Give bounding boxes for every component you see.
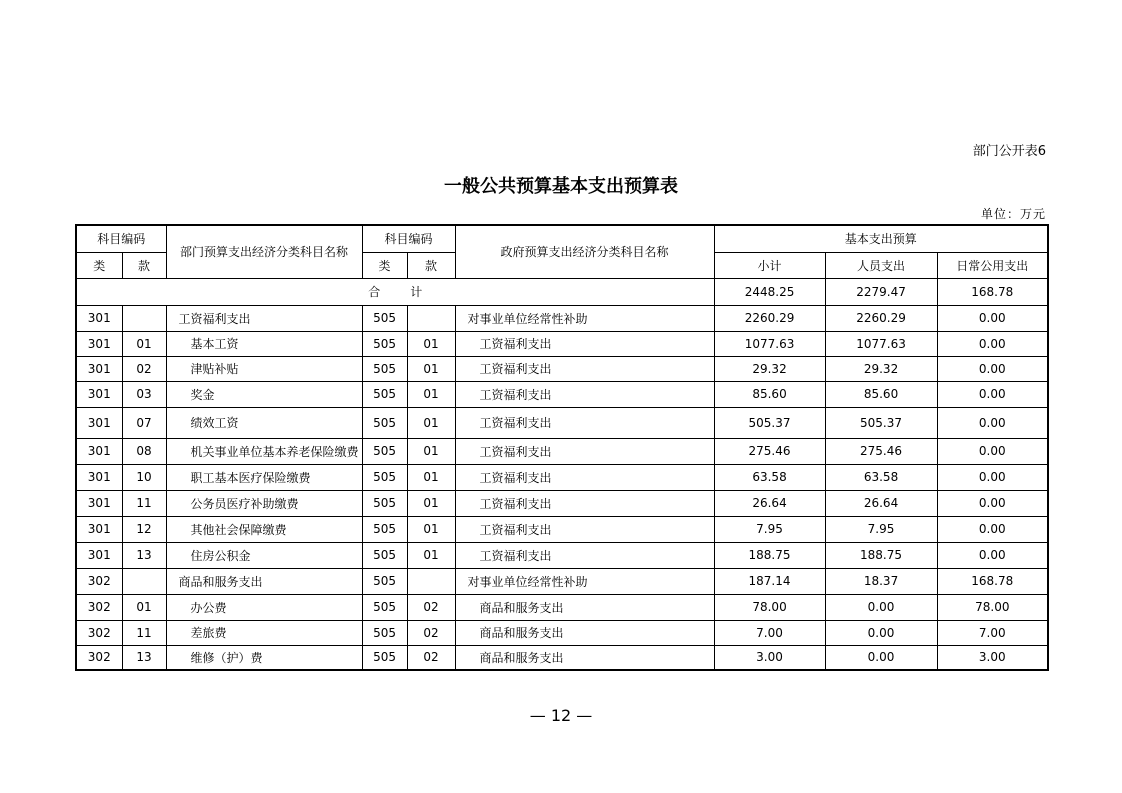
row-gov-item: 01	[407, 331, 455, 356]
row-personnel: 188.75	[825, 542, 937, 568]
row-public: 78.00	[937, 594, 1048, 620]
row-category: 302	[76, 594, 122, 620]
row-gov-category: 505	[362, 305, 407, 331]
row-item: 12	[122, 516, 166, 542]
row-subtotal: 7.00	[714, 620, 825, 645]
row-subtotal: 505.37	[714, 407, 825, 438]
row-dept-name: 公务员医疗补助缴费	[166, 490, 362, 516]
row-item: 01	[122, 331, 166, 356]
table-row	[76, 407, 1048, 438]
row-subtotal: 63.58	[714, 464, 825, 490]
row-public: 7.00	[937, 620, 1048, 645]
row-subtotal: 1077.63	[714, 331, 825, 356]
row-subtotal: 2260.29	[714, 305, 825, 331]
row-gov-item: 01	[407, 438, 455, 464]
row-item	[122, 305, 166, 331]
row-gov-category: 505	[362, 568, 407, 594]
row-category: 302	[76, 645, 122, 670]
row-dept-name: 维修（护）费	[166, 645, 362, 670]
total-public: 168.78	[937, 278, 1048, 305]
row-gov-name: 商品和服务支出	[455, 645, 714, 670]
row-item: 13	[122, 645, 166, 670]
row-public: 0.00	[937, 464, 1048, 490]
row-personnel: 0.00	[825, 620, 937, 645]
row-personnel: 505.37	[825, 407, 937, 438]
unit-label: 单位：万元	[980, 207, 1046, 221]
row-subtotal: 29.32	[714, 356, 825, 381]
row-gov-category: 505	[362, 490, 407, 516]
row-personnel: 0.00	[825, 645, 937, 670]
row-dept-name: 奖金	[166, 381, 362, 407]
table-row	[76, 381, 1048, 407]
row-personnel: 29.32	[825, 356, 937, 381]
row-item: 11	[122, 620, 166, 645]
row-gov-item	[407, 305, 455, 331]
row-public: 0.00	[937, 516, 1048, 542]
header-personnel: 人员支出	[825, 252, 937, 278]
row-gov-item: 02	[407, 645, 455, 670]
total-label: 合计	[76, 278, 714, 305]
row-gov-category: 505	[362, 594, 407, 620]
row-personnel: 85.60	[825, 381, 937, 407]
row-gov-category: 505	[362, 464, 407, 490]
header-gov-subject-code: 科目编码	[362, 225, 455, 252]
row-category: 301	[76, 407, 122, 438]
header-item: 款	[122, 252, 166, 278]
row-gov-category: 505	[362, 381, 407, 407]
table-row	[76, 331, 1048, 356]
row-subtotal: 187.14	[714, 568, 825, 594]
row-gov-name: 工资福利支出	[455, 407, 714, 438]
row-public: 3.00	[937, 645, 1048, 670]
table-row	[76, 620, 1048, 645]
row-public: 0.00	[937, 331, 1048, 356]
row-public: 0.00	[937, 381, 1048, 407]
table-row	[76, 305, 1048, 331]
table-row	[76, 568, 1048, 594]
row-item: 08	[122, 438, 166, 464]
row-category: 301	[76, 356, 122, 381]
row-gov-name: 工资福利支出	[455, 542, 714, 568]
row-subtotal: 26.64	[714, 490, 825, 516]
row-dept-name: 商品和服务支出	[166, 568, 362, 594]
row-subtotal: 85.60	[714, 381, 825, 407]
total-subtotal: 2448.25	[714, 278, 825, 305]
row-public: 0.00	[937, 438, 1048, 464]
row-item: 10	[122, 464, 166, 490]
row-item: 02	[122, 356, 166, 381]
row-subtotal: 7.95	[714, 516, 825, 542]
header-subtotal: 小计	[714, 252, 825, 278]
row-gov-category: 505	[362, 407, 407, 438]
total-row	[76, 278, 1048, 305]
row-category: 301	[76, 516, 122, 542]
row-personnel: 26.64	[825, 490, 937, 516]
row-gov-item: 01	[407, 407, 455, 438]
table-row	[76, 516, 1048, 542]
header-gov-category: 类	[362, 252, 407, 278]
table-row	[76, 438, 1048, 464]
table-row	[76, 645, 1048, 670]
row-item	[122, 568, 166, 594]
row-category: 301	[76, 381, 122, 407]
row-personnel: 18.37	[825, 568, 937, 594]
row-dept-name: 基本工资	[166, 331, 362, 356]
row-gov-name: 商品和服务支出	[455, 594, 714, 620]
row-personnel: 1077.63	[825, 331, 937, 356]
row-item: 03	[122, 381, 166, 407]
row-public: 0.00	[937, 305, 1048, 331]
row-personnel: 0.00	[825, 594, 937, 620]
row-personnel: 63.58	[825, 464, 937, 490]
row-dept-name: 办公费	[166, 594, 362, 620]
row-gov-name: 工资福利支出	[455, 464, 714, 490]
row-gov-category: 505	[362, 516, 407, 542]
row-gov-item: 01	[407, 516, 455, 542]
row-gov-item: 01	[407, 542, 455, 568]
row-public: 0.00	[937, 490, 1048, 516]
table-row	[76, 356, 1048, 381]
header-subject-code: 科目编码	[76, 225, 166, 252]
row-personnel: 275.46	[825, 438, 937, 464]
row-category: 302	[76, 568, 122, 594]
row-category: 302	[76, 620, 122, 645]
row-gov-name: 工资福利支出	[455, 438, 714, 464]
row-gov-name: 商品和服务支出	[455, 620, 714, 645]
row-gov-item: 02	[407, 594, 455, 620]
page-number: — 12 —	[529, 706, 593, 725]
row-gov-name: 对事业单位经常性补助	[455, 568, 714, 594]
row-gov-name: 对事业单位经常性补助	[455, 305, 714, 331]
row-public: 0.00	[937, 356, 1048, 381]
budget-table	[75, 224, 1049, 671]
table-row	[76, 542, 1048, 568]
row-dept-name: 住房公积金	[166, 542, 362, 568]
table-number: 部门公开表6	[972, 144, 1046, 159]
row-dept-name: 机关事业单位基本养老保险缴费	[166, 438, 362, 464]
row-public: 168.78	[937, 568, 1048, 594]
row-category: 301	[76, 542, 122, 568]
row-gov-category: 505	[362, 438, 407, 464]
row-category: 301	[76, 305, 122, 331]
row-personnel: 2260.29	[825, 305, 937, 331]
header-public: 日常公用支出	[937, 252, 1048, 278]
row-gov-category: 505	[362, 620, 407, 645]
row-public: 0.00	[937, 542, 1048, 568]
row-gov-category: 505	[362, 331, 407, 356]
row-dept-name: 其他社会保障缴费	[166, 516, 362, 542]
header-category: 类	[76, 252, 122, 278]
row-dept-name: 职工基本医疗保险缴费	[166, 464, 362, 490]
row-gov-name: 工资福利支出	[455, 516, 714, 542]
row-subtotal: 275.46	[714, 438, 825, 464]
row-gov-item	[407, 568, 455, 594]
row-category: 301	[76, 490, 122, 516]
row-category: 301	[76, 464, 122, 490]
row-gov-category: 505	[362, 356, 407, 381]
row-gov-item: 01	[407, 381, 455, 407]
row-gov-category: 505	[362, 542, 407, 568]
row-item: 07	[122, 407, 166, 438]
total-personnel: 2279.47	[825, 278, 937, 305]
row-gov-item: 01	[407, 464, 455, 490]
row-subtotal: 3.00	[714, 645, 825, 670]
row-dept-name: 工资福利支出	[166, 305, 362, 331]
row-subtotal: 188.75	[714, 542, 825, 568]
row-category: 301	[76, 331, 122, 356]
row-dept-name: 绩效工资	[166, 407, 362, 438]
header-dept-name: 部门预算支出经济分类科目名称	[166, 225, 362, 278]
row-item: 11	[122, 490, 166, 516]
header-basic-budget: 基本支出预算	[714, 225, 1048, 252]
row-gov-category: 505	[362, 645, 407, 670]
row-item: 13	[122, 542, 166, 568]
row-personnel: 7.95	[825, 516, 937, 542]
page-title: 一般公共预算基本支出预算表	[444, 176, 678, 197]
row-gov-name: 工资福利支出	[455, 490, 714, 516]
row-public: 0.00	[937, 407, 1048, 438]
row-dept-name: 差旅费	[166, 620, 362, 645]
row-gov-item: 02	[407, 620, 455, 645]
row-gov-item: 01	[407, 356, 455, 381]
row-gov-name: 工资福利支出	[455, 381, 714, 407]
header-gov-item: 款	[407, 252, 455, 278]
table-row	[76, 594, 1048, 620]
header-gov-name: 政府预算支出经济分类科目名称	[455, 225, 714, 278]
table-row	[76, 490, 1048, 516]
row-gov-item: 01	[407, 490, 455, 516]
row-subtotal: 78.00	[714, 594, 825, 620]
table-row	[76, 464, 1048, 490]
row-category: 301	[76, 438, 122, 464]
row-item: 01	[122, 594, 166, 620]
row-gov-name: 工资福利支出	[455, 331, 714, 356]
row-gov-name: 工资福利支出	[455, 356, 714, 381]
row-dept-name: 津贴补贴	[166, 356, 362, 381]
